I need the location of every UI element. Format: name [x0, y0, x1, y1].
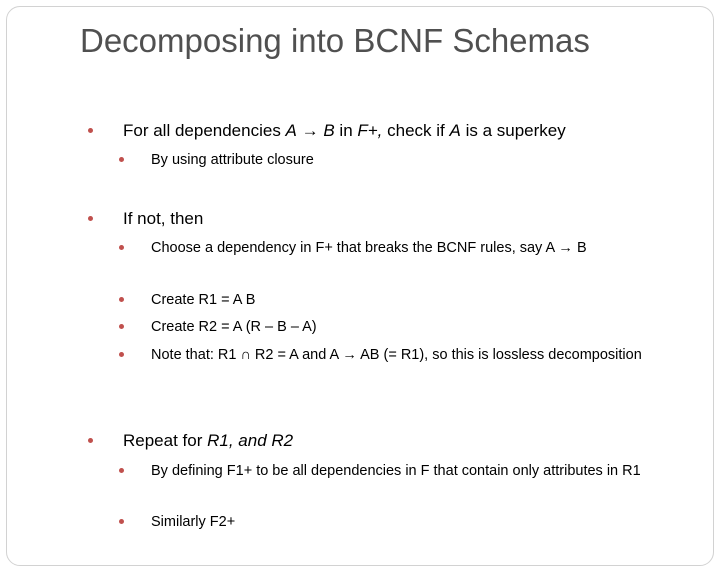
sub-bullet-create-r1: Create R1 = A B	[151, 288, 686, 312]
bullet-for-all-dependencies: For all dependencies A → B in F+, check if A is a superkey	[123, 121, 566, 140]
sub-bullet-attribute-closure: By using attribute closure	[151, 148, 686, 172]
bullet-if-not-then: If not, then	[123, 209, 204, 228]
bullet-repeat-for: Repeat for R1, and R2	[123, 431, 294, 450]
sub-bullet-choose-dependency: Choose a dependency in F+ that breaks the BCNF rules, say A → B	[151, 236, 686, 260]
sub-bullet-note-lossless: Note that: R1 ∩ R2 = A and A → AB (= R1), so this is lossless decomposition	[151, 343, 686, 367]
slide-title: Decomposing into BCNF Schemas	[80, 22, 590, 59]
sub-bullet-similarly-f2: Similarly F2+	[151, 510, 686, 534]
sub-bullet-defining-f1: By defining F1+ to be all dependencies in F that contain only attributes in R1	[151, 459, 686, 483]
sub-bullet-create-r2: Create R2 = A (R – B – A)	[151, 315, 686, 339]
